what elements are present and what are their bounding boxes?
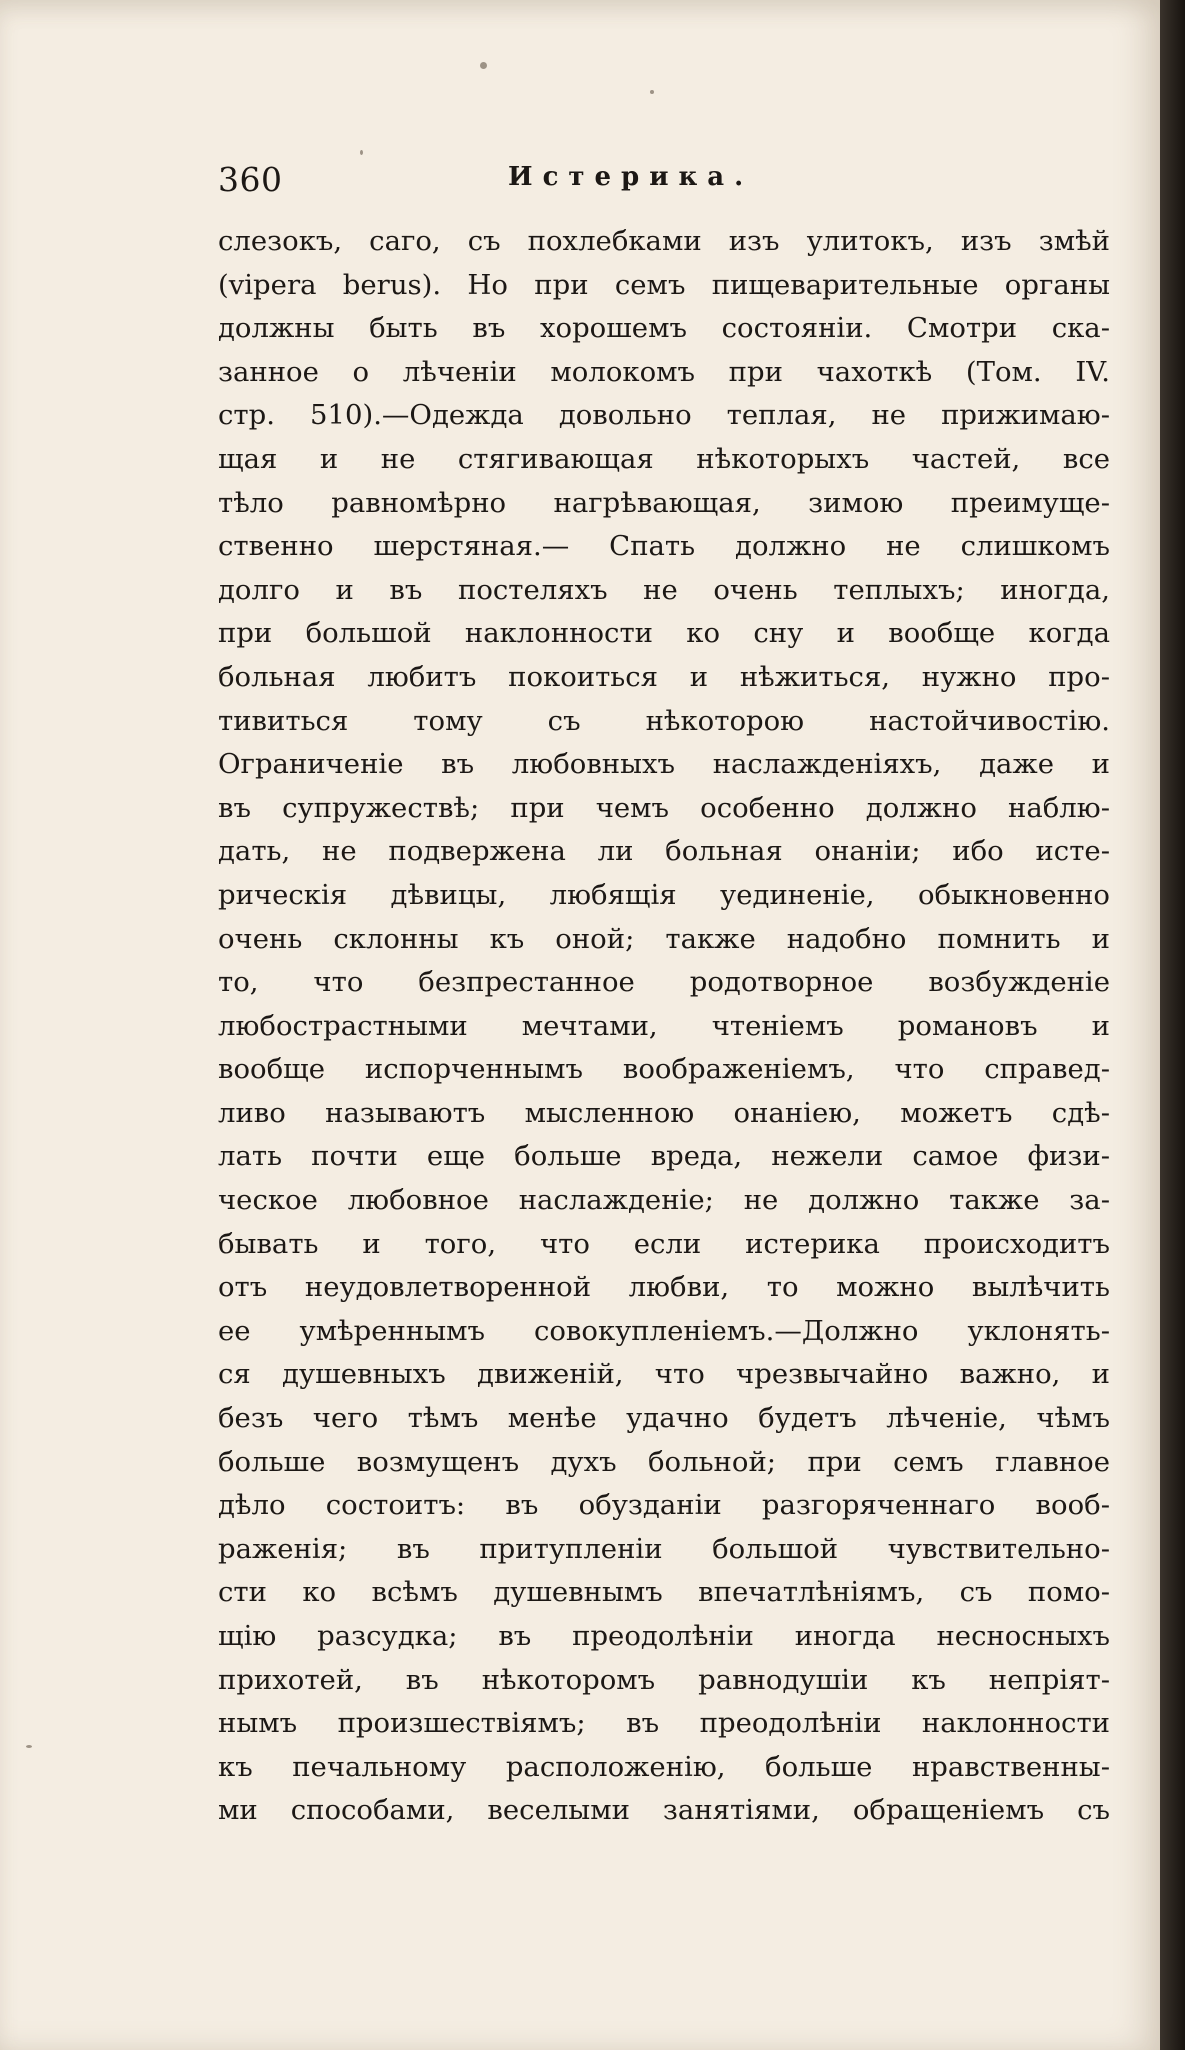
body-text [218, 220, 1110, 1833]
text-line: тѣло равномѣрно нагрѣвающая, зимою преимуще- [218, 486, 1110, 519]
paper-speck [26, 1745, 32, 1748]
text-line: тивиться тому съ нѣкоторою настойчивостiю. [218, 704, 1110, 737]
text-line: сти ко всѣмъ душевнымъ впечатлѣнiямъ, съ помо- [218, 1576, 1110, 1609]
text-line: (vipera berus). Но при семъ пищеварительные органы [218, 268, 1110, 301]
text-line: прихотей, въ нѣкоторомъ равнодушiи къ непрiят- [218, 1663, 1110, 1696]
text-line: Ограниченiе въ любовныхъ наслажденiяхъ, даже и [218, 748, 1110, 781]
text-line: то, что безпрестанное родотворное возбужденiе [218, 966, 1110, 999]
text-line: въ супружествѣ; при чемъ особенно должно наблю- [218, 791, 1110, 824]
text-line: слезокъ, саго, съ похлебками изъ улитокъ, изъ змѣй [218, 225, 1110, 257]
running-title: Истерика. [508, 162, 754, 192]
text-line: ливо называютъ мысленною онанiею, можетъ сдѣ- [218, 1096, 1110, 1129]
text-line: ся душевныхъ движенiй, что чрезвычайно важно, и [218, 1358, 1110, 1391]
page-header [218, 160, 1110, 208]
text-line: бывать и того, что если истерика происходитъ [218, 1227, 1110, 1260]
text-line: отъ неудовлетворенной любви, то можно вылѣчить [218, 1271, 1110, 1304]
text-line: занное о лѣченiи молокомъ при чахоткѣ (Том. IV. [218, 355, 1110, 388]
text-line: больная любитъ покоиться и нѣжиться, нужно про- [218, 660, 1110, 693]
text-line: дать, не подвержена ли больная онанiи; ибо исте- [218, 835, 1110, 868]
text-line: рическiя дѣвицы, любящiя уединенiе, обыкновенно [218, 878, 1110, 911]
text-line: ческое любовное наслажденiе; не должно также за- [218, 1184, 1110, 1217]
text-line: ее умѣреннымъ совокупленiемъ.—Должно уклонять- [218, 1314, 1110, 1347]
text-line: любострастными мечтами, чтенiемъ романовъ и [218, 1009, 1110, 1042]
page-number: 360 [218, 160, 283, 199]
text-line: безъ чего тѣмъ менѣе удачно будетъ лѣченiе, чѣмъ [218, 1402, 1110, 1435]
text-line: дѣло состоитъ: въ обузданiи разгоряченнаго вооб- [218, 1489, 1110, 1522]
text-line: больше возмущенъ духъ больной; при семъ главное [218, 1445, 1110, 1478]
text-line: стр. 510).—Одежда довольно теплая, не прижимаю- [218, 399, 1110, 432]
text-line: щiю разсудка; въ преодолѣнiи иногда несносныхъ [218, 1620, 1110, 1652]
text-line: ми способами, веселыми занятiями, обращенiемъ съ [218, 1794, 1110, 1827]
paper-speck [480, 62, 487, 69]
paper-speck [360, 150, 363, 155]
text-line: при большой наклонности ко сну и вообще когда [218, 617, 1110, 650]
text-line: должны быть въ хорошемъ состоянiи. Смотри ска- [218, 312, 1110, 345]
text-line: вообще испорченнымъ воображенiемъ, что справед- [218, 1053, 1110, 1086]
text-line: долго и въ постеляхъ не очень теплыхъ; иногда, [218, 573, 1110, 606]
text-line: нымъ произшествiямъ; въ преодолѣнiи наклонности [218, 1707, 1110, 1740]
text-line: щая и не стягивающая нѣкоторыхъ частей, все [218, 442, 1110, 475]
text-line: раженiя; въ притупленiи большой чувствительно- [218, 1532, 1110, 1565]
page-edge-shadow [1160, 0, 1185, 2050]
paper-speck [650, 90, 654, 94]
text-line: ственно шерстяная.— Спать должно не слишкомъ [218, 530, 1110, 563]
text-line: къ печальному расположенiю, больше нравственны- [218, 1750, 1110, 1783]
text-line: лать почти еще больше вреда, нежели самое физи- [218, 1140, 1110, 1173]
text-line: очень склонны къ оной; также надобно помнить и [218, 922, 1110, 955]
